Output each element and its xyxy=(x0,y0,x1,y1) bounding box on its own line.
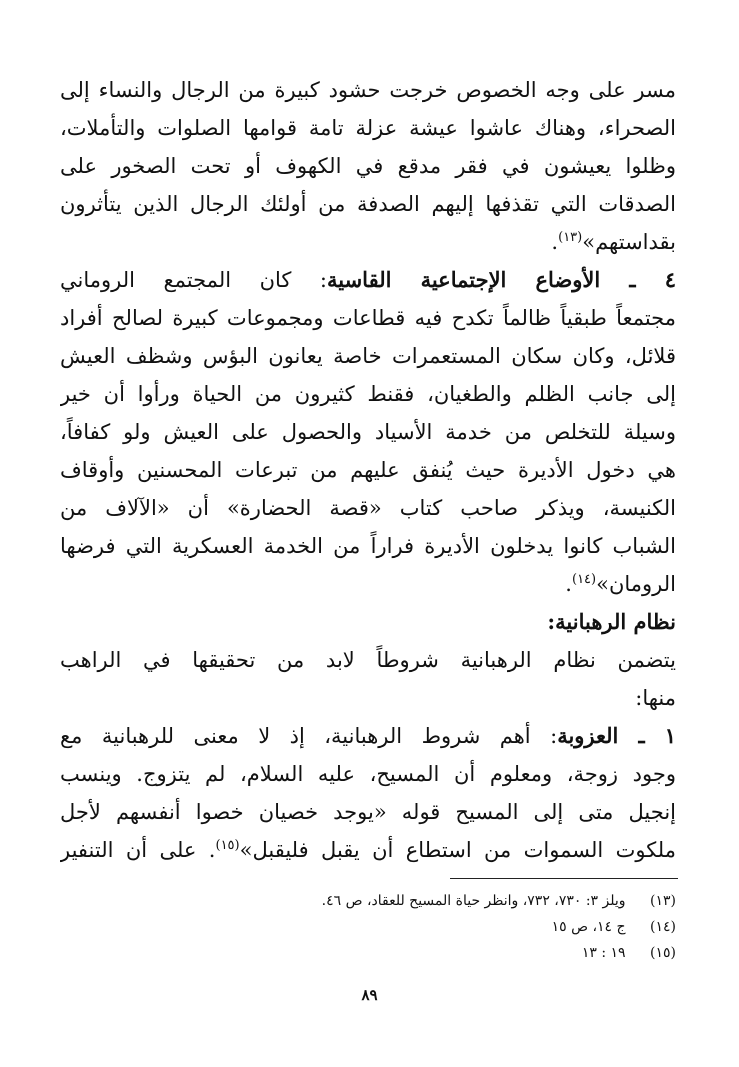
body-line: وظلوا يعيشون في فقر مدقع في الكهوف أو تحت الصخور على xyxy=(60,154,676,178)
body-line xyxy=(60,262,676,300)
body-line: الصدقات التي تقذفها إليهم الصدفة من أولئك الرجال الذين يتأثرون xyxy=(60,192,676,216)
footnote-number: (١٥) xyxy=(650,945,676,961)
footnote-text: ويلز ٣: ٧٣٠، ٧٣٢، وانظر حياة المسيح للعقاد، ص ٤٦. xyxy=(321,893,626,909)
body-line xyxy=(60,718,676,756)
footnote-text: ١٩ : ١٣ xyxy=(581,945,626,961)
body-text: . على أن التنفير xyxy=(60,838,216,862)
footnote xyxy=(60,890,676,914)
body-text: : كان المجتمع الروماني xyxy=(60,268,327,292)
body-line: مجتمعاً طبقياً ظالماً تكدح فيه قطاعات ومجموعات كبيرة لصالح أفراد xyxy=(60,306,676,330)
body-line: هي دخول الأديرة حيث يُنفق عليهم من تبرعات المحسنين وأوقاف xyxy=(60,458,676,482)
footnote-ref: (١٣) xyxy=(558,230,583,245)
section-title: ٤ ـ الأوضاع الإجتماعية القاسية xyxy=(326,267,676,292)
body-line: إلى جانب الظلم والطغيان، فقنط كثيرون من الحياة ورأوا أن خير xyxy=(60,382,676,406)
footnote-ref: (١٥) xyxy=(215,838,240,853)
footnote-ref: (١٤) xyxy=(571,572,597,587)
body-line: منها: xyxy=(635,686,676,710)
body-line: وجود زوجة، ومعلوم أن المسيح، عليه السلام، لم يتزوج. وينسب xyxy=(60,762,676,786)
body-line xyxy=(60,224,676,262)
footnote-number: (١٤) xyxy=(650,919,676,935)
footnote xyxy=(60,916,676,940)
footnote-number: (١٣) xyxy=(650,893,676,909)
body-line: إنجيل متى إلى المسيح قوله «يوجد خصيان خصوا أنفسهم لأجل xyxy=(60,800,676,824)
body-line: الكنيسة، ويذكر صاحب كتاب «قصة الحضارة» أن «الآلاف من xyxy=(60,496,676,520)
body-text: : أهم شروط الرهبانية، إذ لا معنى للرهبانية مع xyxy=(60,724,558,748)
page-number: ٨٩ xyxy=(361,986,378,1004)
body-text: بقداستهم» xyxy=(582,230,676,254)
body-line: قلائل، وكان سكان المستعمرات خاصة يعانون البؤس وشظف العيش xyxy=(60,344,676,368)
body-text: . xyxy=(551,230,559,254)
footnote-rule xyxy=(450,878,678,879)
section-title: ١ ـ العزوبة xyxy=(557,723,676,748)
body-line xyxy=(60,566,676,604)
footnote xyxy=(60,942,676,966)
body-text: . xyxy=(565,572,572,596)
body-line: مسر على وجه الخصوص خرجت حشود كبيرة من الرجال والنساء إلى xyxy=(60,78,676,102)
body-line: الصحراء، وهناك عاشوا عيشة عزلة تامة قوامها الصلوات والتأملات، xyxy=(60,116,676,140)
body-text: ملكوت السموات من استطاع أن يقبل فليقبل» xyxy=(239,838,676,862)
body-line xyxy=(60,832,676,870)
body-line: يتضمن نظام الرهبانية شروطاً لابد من تحقيقها في الراهب xyxy=(60,648,676,672)
section-heading: نظام الرهبانية: xyxy=(547,609,676,634)
footnote-text: ج ١٤، ص ١٥ xyxy=(551,919,626,935)
body-text: الرومان» xyxy=(596,572,676,596)
body-line: وسيلة للتخلص من خدمة الأسياد والحصول على العيش ولو كفافاً، xyxy=(60,420,676,444)
body-line: الشباب كانوا يدخلون الأديرة فراراً من الخدمة العسكرية التي فرضها xyxy=(60,534,676,558)
